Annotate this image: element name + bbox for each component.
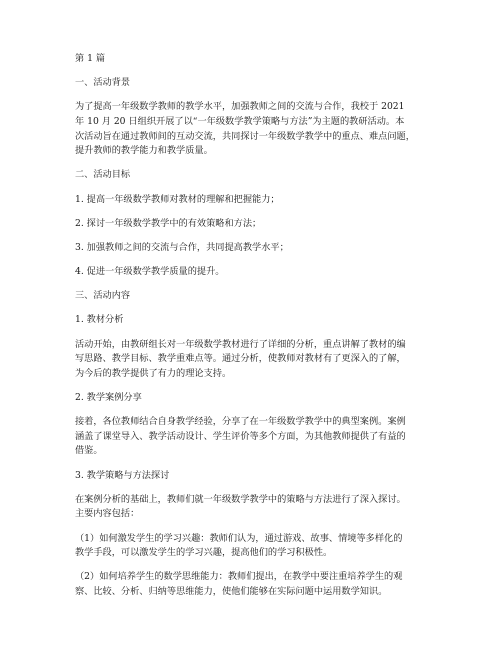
- text-line: 2. 教学案例分享: [75, 392, 142, 404]
- text-line: 二、活动目标: [75, 169, 131, 181]
- text-line: 活动开始，由教研组长对一年级数学教材进行了详细的分析，重点讲解了教材的编: [75, 338, 406, 350]
- paragraph-textbook: [75, 338, 427, 382]
- text-line: 察、比较、分析、归纳等思维能力，使他们能够在实际问题中运用数学知识。: [75, 585, 388, 597]
- list-item-interest: [75, 532, 427, 561]
- subsection-heading-strategies: [75, 469, 427, 484]
- section-heading-content: [75, 289, 427, 304]
- text-line: 3. 加强教师之间的交流与合作，共同提高教学水平；: [75, 241, 289, 253]
- text-line: 2. 探讨一年级数学教学中的有效策略和方法；: [75, 217, 262, 229]
- text-line: 接着，各位教师结合自身教学经验，分享了在一年级数学教学中的典型案例。案例: [75, 416, 406, 428]
- goal-item-2: [75, 217, 427, 232]
- text-line: 教学手段，可以激发学生的学习兴趣，提高他们的学习积极性。: [75, 547, 333, 559]
- section-heading-goals: [75, 168, 427, 183]
- list-item-thinking: [75, 570, 427, 599]
- text-line: （1）如何激发学生的学习兴趣：教师们认为，通过游戏、故事、情境等多样化的: [75, 532, 403, 544]
- text-line: 提升教师的教学能力和教学质量。: [75, 145, 213, 157]
- text-line: 涵盖了课堂导入、教学活动设计、学生评价等多个方面，为其他教师提供了有益的: [75, 430, 406, 442]
- goal-item-3: [75, 241, 427, 256]
- text-line: 1. 教材分析: [75, 314, 124, 326]
- goal-item-4: [75, 265, 427, 280]
- text-line: （2）如何培养学生的数学思维能力：教师们提出，在教学中要注重培养学生的观: [75, 571, 403, 583]
- text-line: 年 10 月 20 日组织开展了以“一年级数学教学策略与方法”为主题的教研活动。本: [75, 115, 405, 127]
- text-line: 借鉴。: [75, 445, 103, 457]
- goal-item-1: [75, 193, 427, 208]
- paragraph-cases: [75, 415, 427, 459]
- text-line: 写思路、教学目标、教学重难点等。通过分析，使教师对教材有了更深入的了解，: [75, 353, 406, 365]
- paragraph-strategies: [75, 493, 427, 522]
- text-line: 一、活动背景: [75, 77, 131, 89]
- part-heading: [75, 52, 427, 67]
- text-line: 为今后的教学提供了有力的理论支持。: [75, 367, 232, 379]
- text-line: 1. 提高一年级数学教师对教材的理解和把握能力；: [75, 193, 280, 205]
- section-heading-background: [75, 76, 427, 91]
- text-line: 4. 促进一年级数学教学质量的提升。: [75, 266, 225, 278]
- text-line: 为了提高一年级数学教师的教学水平，加强教师之间的交流与合作，我校于 2021: [75, 101, 405, 113]
- text-line: 三、活动内容: [75, 290, 131, 302]
- subsection-heading-textbook: [75, 313, 427, 328]
- text-line: 次活动旨在通过教师间的互动交流，共同探讨一年级数学教学中的重点、难点问题，: [75, 130, 415, 142]
- document-page: [75, 52, 427, 609]
- text-line: 第 1 篇: [75, 53, 106, 64]
- text-line: 在案例分析的基础上，教师们就一年级数学教学中的策略与方法进行了深入探讨。: [75, 493, 406, 505]
- text-line: 主要内容包括：: [75, 508, 140, 520]
- subsection-heading-cases: [75, 391, 427, 406]
- text-line: 3. 教学策略与方法探讨: [75, 469, 170, 481]
- paragraph-background: [75, 100, 427, 158]
